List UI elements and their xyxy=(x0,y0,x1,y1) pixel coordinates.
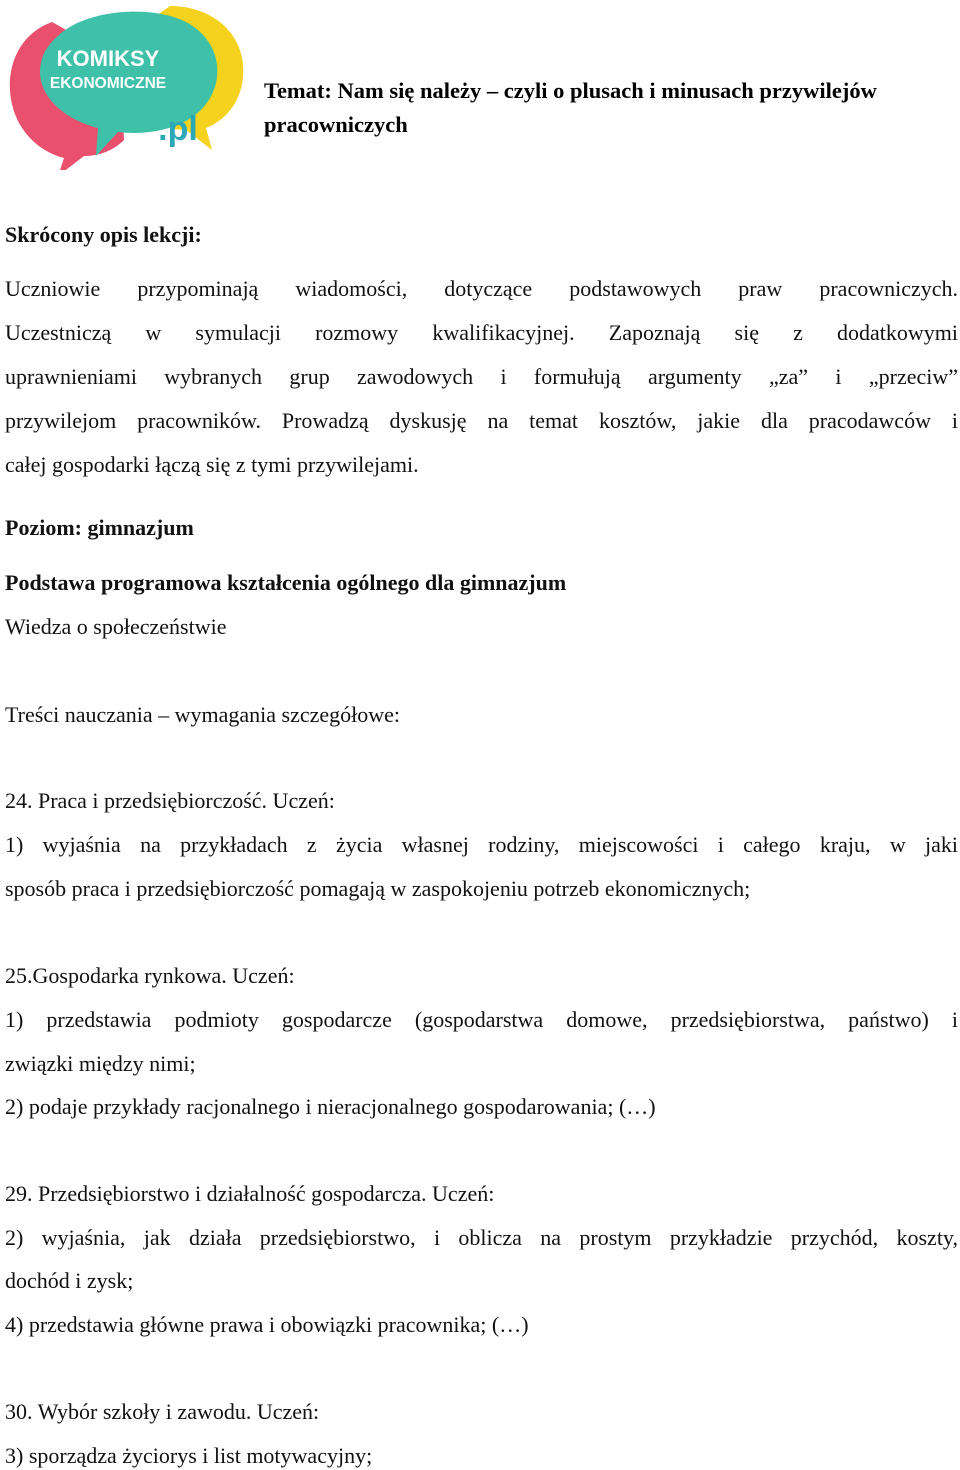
section-title: 24. Praca i przedsiębiorczość. Uczeń: xyxy=(5,788,335,813)
section-line: 3) sporządza życiorys i list motywacyjny; xyxy=(5,1443,373,1468)
summary-line: uprawnieniami wybranych grup zawodowych i formułują argumenty „za” i „przeciw” xyxy=(5,364,958,389)
curriculum-heading: Podstawa programowa kształcenia ogólnego dla gimnazjum xyxy=(5,570,567,595)
summary-heading: Skrócony opis lekcji: xyxy=(5,222,202,247)
summary-line: całej gospodarki łączą się z tymi przywilejami. xyxy=(5,452,419,477)
komiksy-ekonomiczne-logo xyxy=(0,0,250,170)
section-line: sposób praca i przedsiębiorczość pomagają w zaspokojeniu potrzeb ekonomicznych; xyxy=(5,876,751,901)
section-line: 4) przedstawia główne prawa i obowiązki pracownika; (…) xyxy=(5,1312,529,1337)
section-line: 2) podaje przykłady racjonalnego i nieracjonalnego gospodarowania; (…) xyxy=(5,1094,656,1119)
section-title: 29. Przedsiębiorstwo i działalność gospodarcza. Uczeń: xyxy=(5,1181,495,1206)
section-line: dochód i zysk; xyxy=(5,1268,134,1293)
lesson-title xyxy=(264,74,954,142)
logo-text-komiksy: KOMIKSY xyxy=(56,46,160,71)
section-line: związki między nimi; xyxy=(5,1051,196,1076)
level-label: Poziom: gimnazjum xyxy=(5,515,194,540)
lesson-title-line-1: Temat: Nam się należy – czyli o plusach i minusach przywilejów xyxy=(264,78,877,103)
logo-text-ekonomiczne: EKONOMICZNE xyxy=(49,75,167,92)
summary-line: przywilejom pracowników. Prowadzą dyskusję na temat kosztów, jakie dla pracodawców i xyxy=(5,408,958,433)
contents-heading: Treści nauczania – wymagania szczegółowe: xyxy=(5,702,401,727)
section-title: 25.Gospodarka rynkowa. Uczeń: xyxy=(5,963,295,988)
summary-line: Uczniowie przypominają wiadomości, dotyczące podstawowych praw pracowniczych. xyxy=(5,276,958,301)
summary-line: Uczestniczą w symulacji rozmowy kwalifikacyjnej. Zapoznają się z dodatkowymi xyxy=(5,320,958,345)
logo-text-pl: .pl xyxy=(158,110,198,148)
section-line: 1) przedstawia podmioty gospodarcze (gospodarstwa domowe, przedsiębiorstwa, państwo) i xyxy=(5,1007,958,1032)
lesson-title-line-2: pracowniczych xyxy=(264,112,408,137)
section-title: 30. Wybór szkoły i zawodu. Uczeń: xyxy=(5,1399,320,1424)
curriculum-subject: Wiedza o społeczeństwie xyxy=(5,614,227,639)
section-line: 1) wyjaśnia na przykładach z życia własnej rodziny, miejscowości i całego kraju, w jaki xyxy=(5,832,958,857)
section-line: 2) wyjaśnia, jak działa przedsiębiorstwo, i oblicza na prostym przykładzie przychód, koszty, xyxy=(5,1225,958,1250)
